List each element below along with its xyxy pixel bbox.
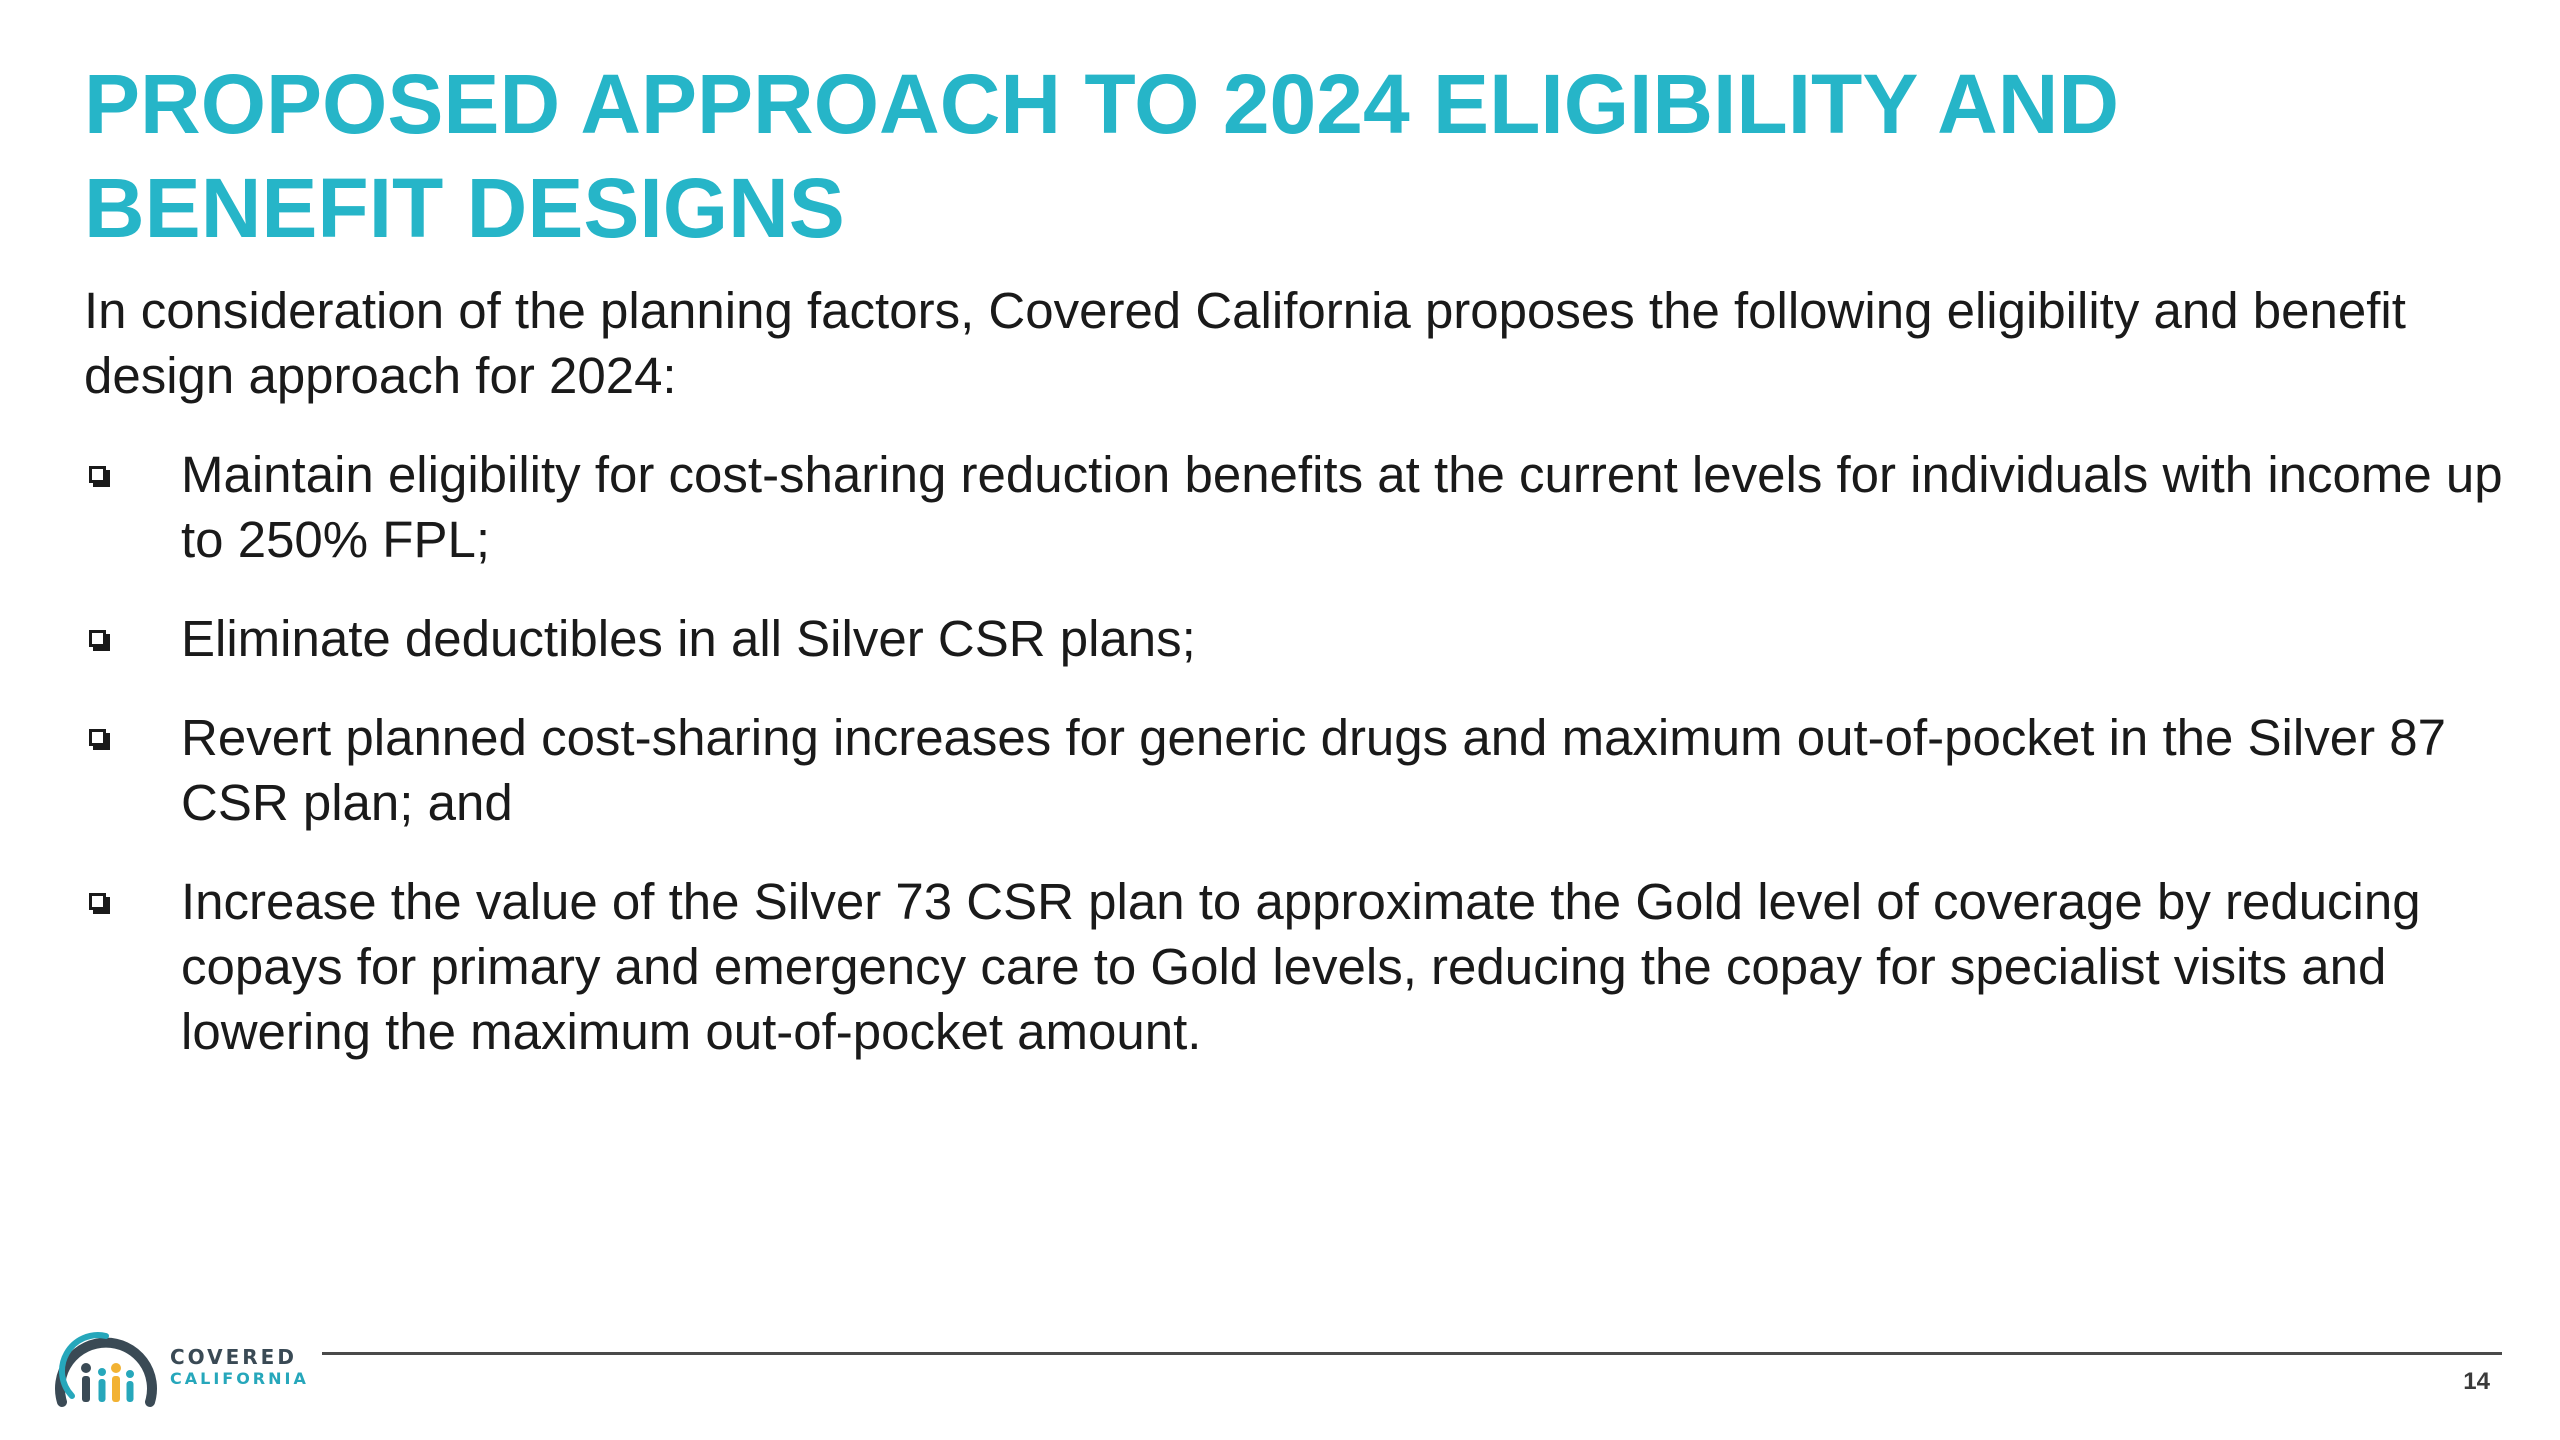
slide-title: PROPOSED APPROACH TO 2024 ELIGIBILITY AND BENEFIT DESIGNS [84, 57, 2120, 255]
bullet-text: Eliminate deductibles in all Silver CSR plans; [181, 610, 1196, 667]
bullet-text: Increase the value of the Silver 73 CSR plan to approximate the Gold level of coverage by reducing copays for primary and emergency care to Gold levels, reducing the copay for specialist visits and lowering the maximum out-of-pocket amount. [181, 873, 2421, 1060]
bullet-list [84, 442, 2504, 1098]
logo-line-2: CALIFORNIA [170, 1369, 309, 1388]
checkbox-bullet-icon [89, 729, 106, 746]
checkbox-bullet-icon [89, 466, 106, 483]
bullet-text: Revert planned cost-sharing increases for generic drugs and maximum out-of-pocket in the Silver 87 CSR plan; and [181, 709, 2446, 831]
intro-paragraph: In consideration of the planning factors, Covered California proposes the following eligibility and benefit design approach for 2024: [84, 282, 2406, 404]
logo-line-1: COVERED [170, 1345, 297, 1369]
checkbox-bullet-icon [89, 893, 106, 910]
page-number: 14 [2463, 1368, 2490, 1395]
list-item [84, 705, 2504, 835]
logo-wordmark [170, 1346, 309, 1390]
covered-california-logo [50, 1310, 330, 1420]
checkbox-bullet-icon [89, 630, 106, 647]
bullet-text: Maintain eligibility for cost-sharing reduction benefits at the current levels for individuals with income up to 250% FPL; [181, 446, 2503, 568]
list-item [84, 442, 2504, 572]
covered-california-logo-icon [50, 1310, 162, 1420]
list-item [84, 869, 2504, 1064]
footer-divider [322, 1352, 2502, 1355]
list-item [84, 606, 2504, 671]
